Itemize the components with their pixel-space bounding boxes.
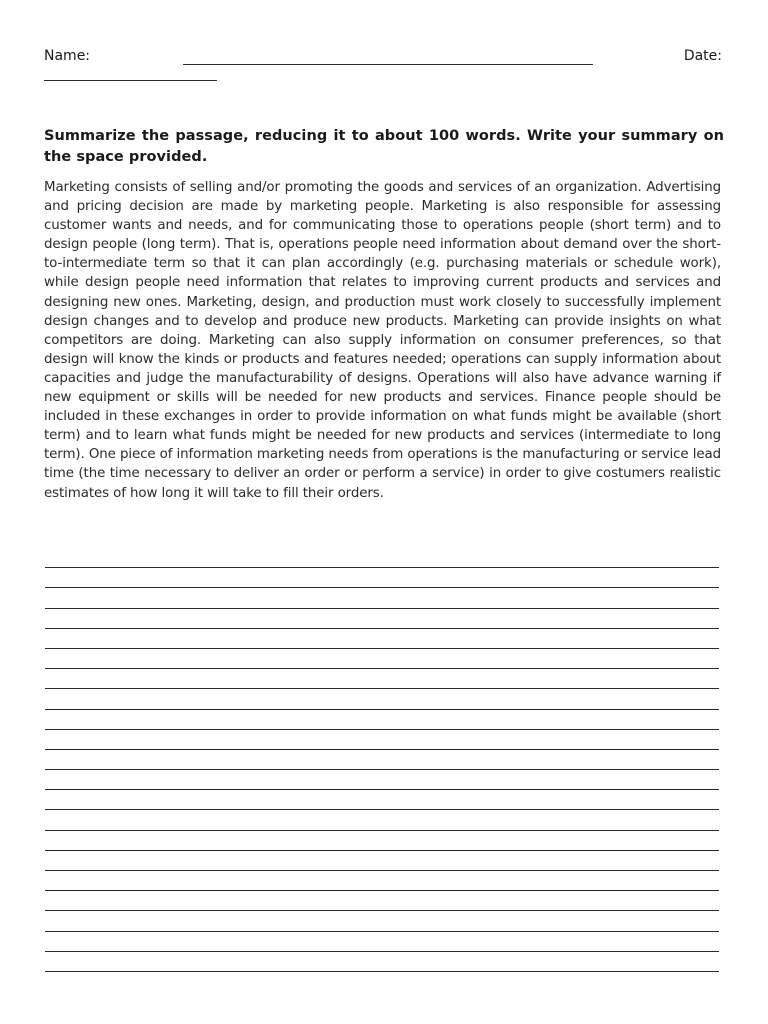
reading-passage: Marketing consists of selling and/or promoting the goods and services of an organization. Advertising and pricing decision are made by marketing people. Marketing is also responsible for assessing customer wants and needs, and for communicating those to operations people (short term) and to design people (long term). That is, operations people need information about demand over the short-to-intermediate term so that it can plan accordingly (e.g. purchasing materials or schedule work), while design people need information that relates to improving current products and services and designing new ones. Marketing, design, and production must work closely to successfully implement design changes and to develop and produce new products. Marketing can provide insights on what competitors are doing. Marketing can also supply information on consumer preferences, so that design will know the kinds or products and features needed; operations can supply information about capacities and judge the manufacturability of designs. Operations will also have advance warning if new equipment or skills will be needed for new products and services. Finance people should be included in these exchanges in order to provide information on what funds might be available (short term) and to learn what funds might be needed for new products and services (intermediate to long term). One piece of information marketing needs from operations is the manufacturing or service lead time (the time necessary to deliver an order or perform a service) in order to give costumers realistic estimates of how long it will take to fill their orders. (44, 180, 721, 501)
date-label: Date: (683, 48, 722, 64)
date-blank-line[interactable] (44, 80, 217, 81)
answer-line[interactable] (45, 891, 719, 911)
answer-line[interactable] (45, 710, 719, 730)
answer-line[interactable] (45, 831, 719, 851)
answer-line[interactable] (45, 750, 719, 770)
answer-line[interactable] (45, 548, 719, 568)
answer-line[interactable] (45, 790, 719, 810)
header-row (44, 46, 724, 68)
summary-answer-area[interactable] (45, 548, 719, 972)
answer-line[interactable] (45, 810, 719, 830)
answer-line[interactable] (45, 871, 719, 891)
answer-line[interactable] (45, 730, 719, 750)
name-blank-line[interactable] (183, 64, 593, 65)
instructions: Summarize the passage, reducing it to about 100 words. Write your summary on the space provided. (44, 128, 724, 165)
answer-line[interactable] (45, 568, 719, 588)
answer-line[interactable] (45, 851, 719, 871)
answer-line[interactable] (45, 588, 719, 608)
answer-line[interactable] (45, 689, 719, 709)
answer-line[interactable] (45, 669, 719, 689)
answer-line[interactable] (45, 649, 719, 669)
name-label: Name: (44, 48, 91, 64)
answer-line[interactable] (45, 629, 719, 649)
answer-line[interactable] (45, 609, 719, 629)
answer-line[interactable] (45, 770, 719, 790)
answer-line[interactable] (45, 952, 719, 972)
answer-line[interactable] (45, 911, 719, 931)
answer-line[interactable] (45, 932, 719, 952)
